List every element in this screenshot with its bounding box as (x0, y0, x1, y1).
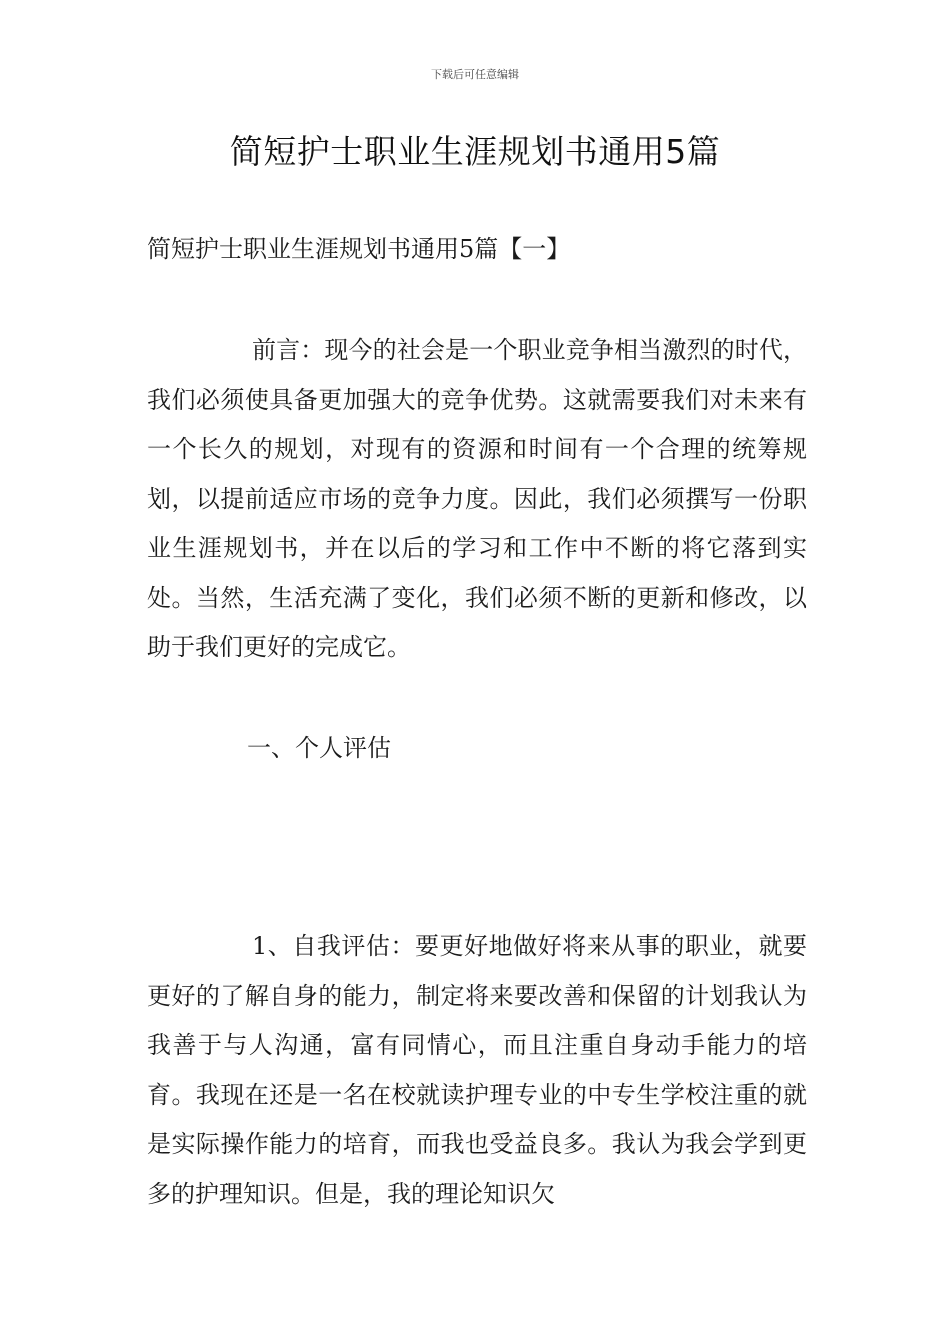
sub-heading-personal-assessment: 一、个人评估 (247, 734, 391, 762)
section-heading: 简短护士职业生涯规划书通用5篇【一】 (147, 235, 571, 263)
header-note: 下载后可任意编辑 (431, 68, 519, 81)
self-assessment-paragraph: 1、自我评估：要更好地做好将来从事的职业，就要更好的了解自身的能力，制定将来要改善和保留的计划我认为我善于与人沟通，富有同情心，而且注重自身动手能力的培育。我现在还是一名在校就读护理专业的中专生学校注重的就是实际操作能力的培育，而我也受益良多。我认为我会学到更多的护理知识。但是，我的理论知识欠 (147, 932, 807, 1208)
document-title: 简短护士职业生涯规划书通用5篇 (229, 132, 721, 171)
intro-paragraph: 前言：现今的社会是一个职业竞争相当激烈的时代，我们必须使具备更加强大的竞争优势。这就需要我们对未来有一个长久的规划，对现有的资源和时间有一个合理的统筹规划，以提前适应市场的竞争力度。因此，我们必须撰写一份职业生涯规划书，并在以后的学习和工作中不断的将它落到实处。当然，生活充满了变化，我们必须不断的更新和修改，以助于我们更好的完成它。 (147, 336, 807, 661)
